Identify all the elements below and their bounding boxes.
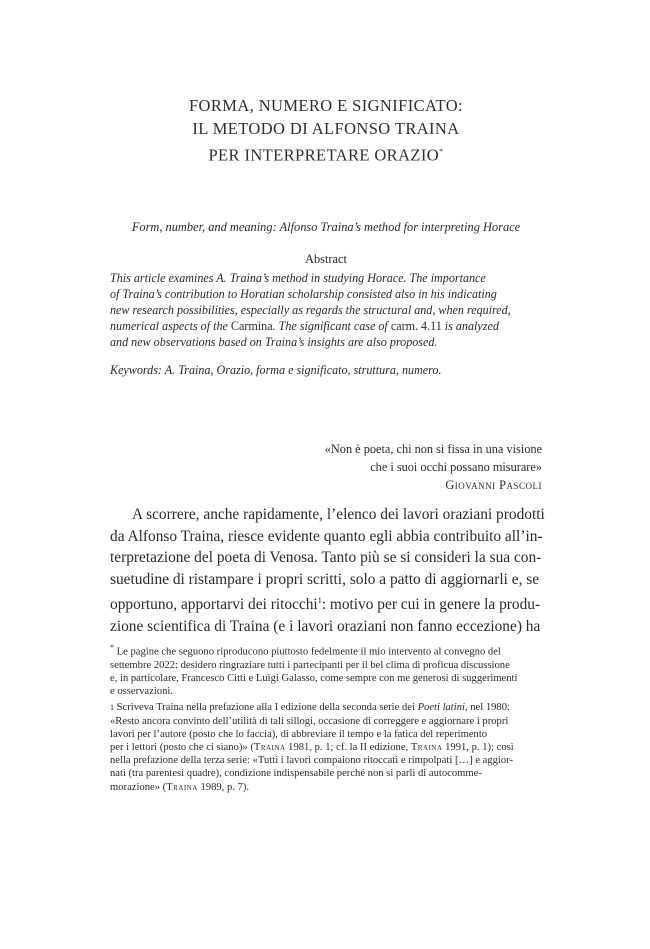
footnote-star-text-1: Le pagine che seguono riproducono piuttosto fedelmente il mio intervento al convegno del bbox=[114, 646, 501, 658]
body-line-5 bbox=[110, 590, 542, 616]
english-title: Form, number, and meaning: Alfonso Traina’s method for interpreting Horace bbox=[131, 220, 521, 234]
title-line-1: FORMA, NUMERO E SIGNIFICATO: bbox=[188, 96, 463, 115]
epigraph bbox=[242, 440, 542, 494]
abstract-body bbox=[110, 270, 542, 350]
footnote-ref-1[interactable]: 1 bbox=[317, 596, 322, 605]
footnote-1-mark: 1 bbox=[110, 703, 114, 713]
footnote-1-author-ref-1: Traina bbox=[253, 741, 286, 753]
abstract-line-3: new research possibilities, especially as regards the structural and, when required, bbox=[110, 303, 511, 317]
keywords-sep-2: , bbox=[250, 363, 257, 377]
footnote-1-text-7c: 1989, p. 7). bbox=[197, 781, 250, 793]
keywords-sep-4: , bbox=[395, 363, 402, 377]
footnote-star-line-2: settembre 2022: desidero ringraziare tutti i partecipanti per il bel clima di proficua discussione bbox=[110, 659, 510, 671]
footnote-1-text-4e: 1991, p. 1); così bbox=[442, 741, 514, 753]
footnote-star-line-4: e osservazioni. bbox=[110, 686, 173, 698]
footnote-1-line-4 bbox=[110, 741, 542, 754]
title-line-3 bbox=[110, 140, 542, 167]
footnote-star-line-1 bbox=[110, 641, 542, 659]
footnote-1-author-ref-2: Traina bbox=[410, 741, 443, 753]
epigraph-line-1: «Non è poeta, chi non si fissa in una visione bbox=[324, 442, 542, 456]
body-line-2: da Alfonso Traina, riesce evidente quanto egli abbia contribuito all’in- bbox=[110, 527, 543, 545]
footnote-1-text-7a: morazione» ( bbox=[110, 781, 167, 793]
keyword-5: numero. bbox=[401, 363, 442, 377]
abstract-carmina: Carmina bbox=[230, 319, 273, 333]
article-title bbox=[110, 94, 542, 167]
footnote-1-text-4a: per i lettori (posto che ci siano)» ( bbox=[110, 741, 254, 753]
footnote-1-line-3: lavori per l’autore (posto che lo faccia), di abbreviare il tempo e la fatica del reperimento bbox=[110, 728, 488, 740]
footnote-1-text-4c: 1981, p. 1; cf. la II edizione, bbox=[285, 741, 411, 753]
abstract-line-2: of Traina’s contribution to Horatian scholarship consisted also in his indicating bbox=[110, 287, 497, 301]
footnote-1-line-1 bbox=[110, 701, 542, 714]
abstract-carm-ref: carm. 4.11 bbox=[390, 319, 442, 333]
body-line-6: zione scientifica di Traina (e i lavori oraziani non fanno eccezione) ha bbox=[110, 617, 541, 635]
body-line-4: suetudine di ristampare i propri scritti, solo a patto di aggiornarli e, se bbox=[110, 570, 540, 588]
body-line-5-a: opportuno, apportarvi dei ritocchi bbox=[110, 596, 318, 614]
keywords bbox=[110, 362, 542, 378]
body-paragraph bbox=[110, 504, 545, 637]
footnotes bbox=[110, 641, 542, 794]
keyword-3: forma e significato bbox=[256, 363, 348, 377]
keyword-4: struttura bbox=[353, 363, 396, 377]
keyword-2: Orazio bbox=[216, 363, 251, 377]
abstract-heading: Abstract bbox=[305, 252, 347, 266]
footnote-star-mark: * bbox=[110, 643, 114, 652]
epigraph-line-2: che i suoi occhi possano misurare» bbox=[370, 460, 542, 474]
body-line-5-b: : motivo per cui in genere la produ- bbox=[321, 596, 541, 614]
title-line-2: IL METODO DI ALFONSO TRAINA bbox=[192, 119, 460, 138]
abstract-line-4-e: is analyzed bbox=[441, 319, 499, 333]
abstract-line-4-c: . The significant case of bbox=[272, 319, 391, 333]
keywords-sep-1: , bbox=[210, 363, 217, 377]
abstract-line-5: and new observations based on Traina’s insights are also proposed. bbox=[110, 335, 438, 349]
keywords-sep-3: , bbox=[347, 363, 354, 377]
abstract-line-4-a: numerical aspects of the bbox=[110, 319, 231, 333]
footnote-star-line-3: e, in particolare, Francesco Citti e Luigi Galasso, come sempre con me generosi di suggerimenti bbox=[110, 672, 518, 684]
footnote-1-author-ref-3: Traina bbox=[166, 781, 198, 793]
abstract-line-1: This article examines A. Traina’s method in studying Horace. The importance bbox=[110, 271, 486, 285]
footnote-1-line-7 bbox=[110, 781, 542, 794]
footnote-1-line-6: nati (tra parentesi quadre), condizione indispensabile perché non si parli di autocomme- bbox=[110, 768, 482, 780]
body-line-3: terpretazione del poeta di Venosa. Tanto più se si consideri la sua con- bbox=[110, 549, 542, 566]
keywords-label: Keywords: A. Traina bbox=[110, 363, 211, 377]
footnote-1-text-1a: Scriveva Traina nella prefazione alla I edizione della seconda serie dei bbox=[114, 702, 418, 714]
footnote-1-text-1c: , nel 1980: bbox=[464, 702, 510, 714]
footnote-1-poeti-latini: Poeti latini bbox=[417, 702, 465, 714]
title-line-3-text: PER INTERPRETARE ORAZIO bbox=[208, 145, 440, 165]
epigraph-author: Giovanni Pascoli bbox=[445, 478, 542, 492]
footnote-1-line-2: «Resto ancora convinto dell’utilità di tali sillogi, occasione di correggere e aggiornare i propri bbox=[110, 715, 509, 727]
abstract-line-4 bbox=[110, 318, 542, 334]
body-line-1: A scorrere, anche rapidamente, l’elenco dei lavori oraziani prodotti bbox=[132, 506, 545, 523]
title-footnote-mark: * bbox=[439, 147, 444, 156]
footnote-1-line-5: nella prefazione della terza serie: «Tutti i lavori compaiono ritoccati e rimpolpati […] e aggior- bbox=[110, 755, 513, 767]
